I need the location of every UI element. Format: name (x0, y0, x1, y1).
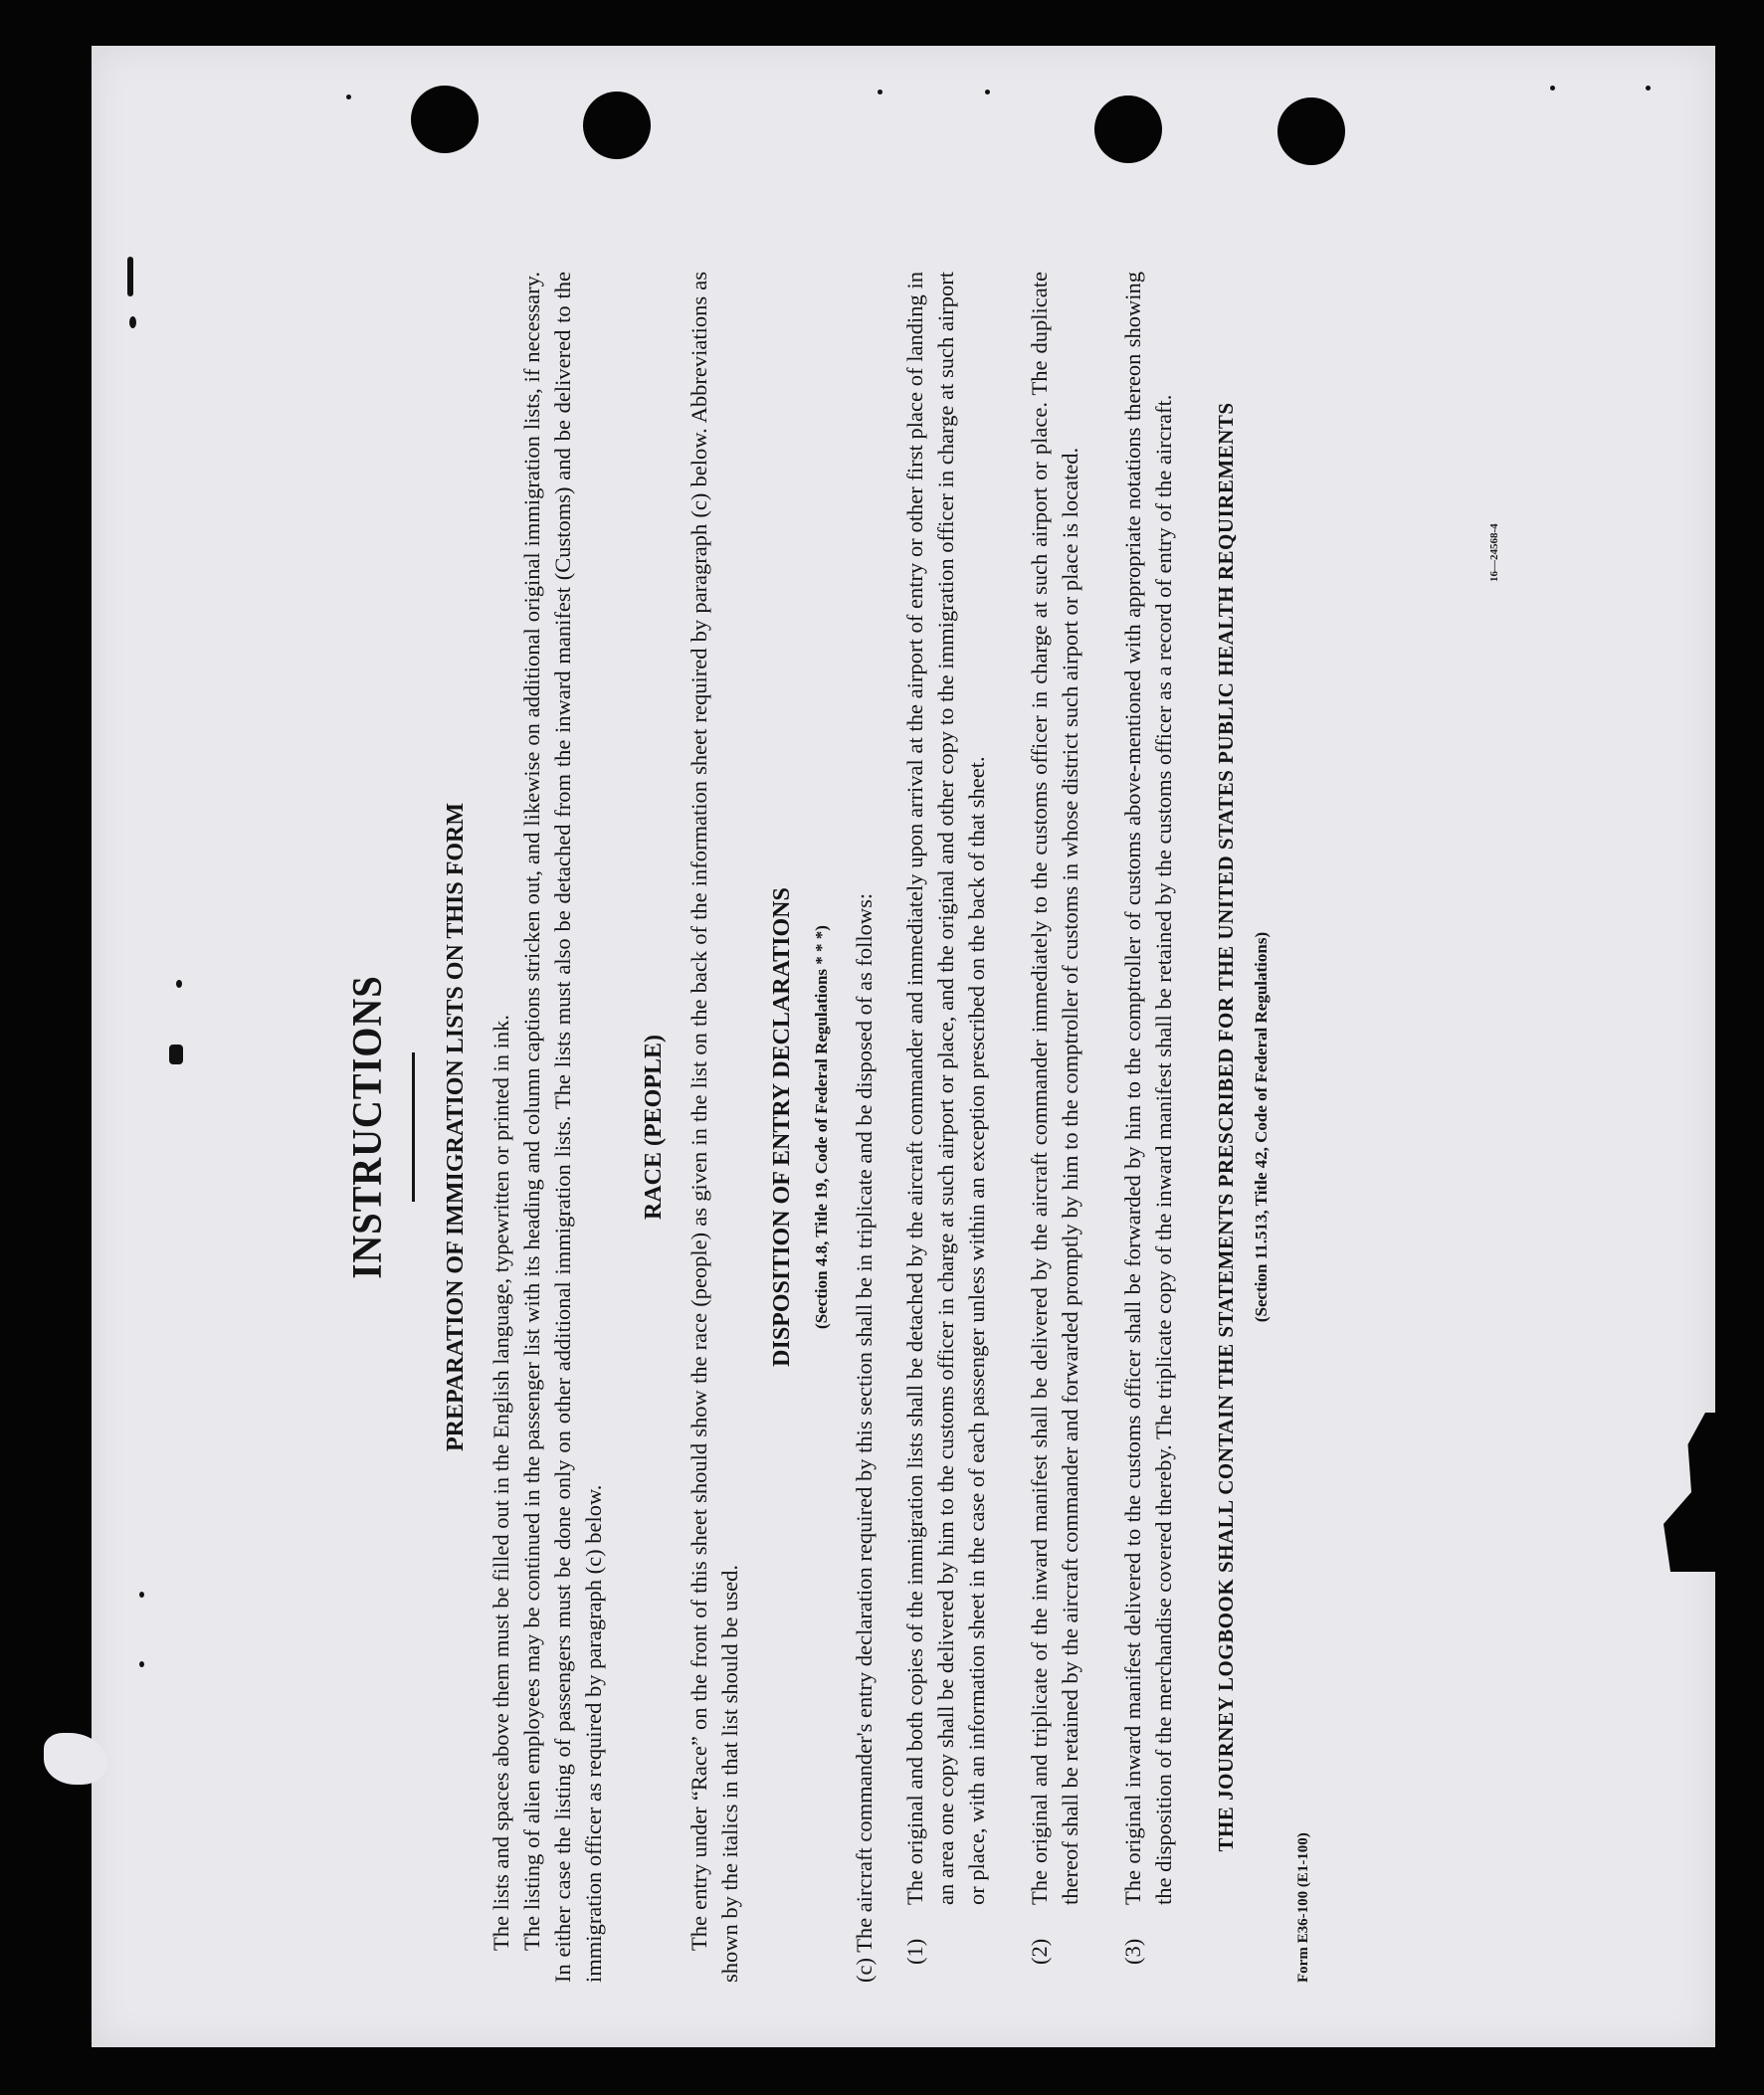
speck-mark (878, 90, 882, 95)
instructions-content (338, 272, 1413, 1983)
preparation-paragraph-1: The lists and spaces above them must be filled out in the English language, typewritten or printed in ink. (489, 1014, 513, 1951)
preparation-heading: PREPARATION OF IMMIGRATION LISTS ON THIS FORM (443, 802, 469, 1452)
punch-hole (1094, 95, 1162, 163)
speck-mark (129, 316, 136, 328)
print-code: 16—24568-4 (1488, 523, 1500, 582)
punch-hole (583, 92, 651, 159)
item-number: (3) (1120, 1938, 1145, 1965)
item-text: The original inward manifest delivered to the customs officer shall be forwarded by him to the comptroller of customs above-mentioned with appropriate notations thereon showing the disposition of the merchandise covered thereby. The triplicate copy of the inward manifest shall be retained by the customs officer as a record of entry of the aircraft. (1120, 272, 1176, 1905)
speck-mark (346, 95, 351, 99)
speck-mark (985, 90, 990, 95)
health-subheading: (Section 11.513, Title 42, Code of Federal Regulations) (1252, 931, 1271, 1323)
item-text: The original and both copies of the immigration lists shall be detached by the aircraft commander and immediately upon arrival at the airport of entry or other first place of landing in an area one copy shall be delivered by him to the customs officer in charge at such airport or place, and the original and other copy to the immigration officer in charge at such airport or place, with an information sheet in the case of each passenger unless within an exception prescribed on the back of that sheet. (902, 272, 989, 1905)
health-heading: THE JOURNEY LOGBOOK SHALL CONTAIN THE STATEMENTS PRESCRIBED FOR THE UNITED STATES PUBLIC HEALTH REQUIREMENTS (1214, 402, 1238, 1852)
speck-mark (139, 1661, 144, 1667)
form-number: Form E36-100 (E1-100) (1295, 1832, 1311, 1983)
speck-mark (176, 980, 182, 988)
disposition-heading: DISPOSITION OF ENTRY DECLARATIONS (769, 887, 795, 1367)
list-item (1117, 272, 1179, 1983)
preparation-paragraph-2: The listing of alien employees may be continued in the passenger list with its heading and column captions stricken out, and likewise on additional original immigration lists, if necessary. In either case the listing of passengers must be done only on other additional immigration lists. The lists must also be detached from the inward manifest (Customs) and be delivered to the immigration officer as required by paragraph (c) below. (519, 272, 606, 1983)
race-paragraph: The entry under “Race” on the front of this sheet should show the race (people) as given in the list on the back of the information sheet required by paragraph (c) below. Abbreviations as shown by the italics in that list should be used. (686, 272, 742, 1983)
page-title: INSTRUCTIONS (345, 975, 391, 1279)
item-number: (1) (902, 1938, 927, 1965)
list-item (899, 272, 992, 1983)
list-item (1024, 272, 1085, 1983)
race-heading: RACE (PEOPLE) (641, 1035, 667, 1220)
disposition-paragraph-c: (c) The aircraft commander's entry declaration required by this section shall be in triplicate and be disposed of as follows: (852, 892, 877, 1983)
punch-hole (1277, 97, 1345, 165)
title-rule (412, 1052, 415, 1202)
speck-mark (1550, 86, 1555, 91)
disposition-subheading: (Section 4.8, Title 19, Code of Federal Regulations * * *) (812, 925, 831, 1329)
speck-mark (1646, 86, 1651, 91)
speck-mark (139, 1592, 144, 1598)
speck-mark (169, 1045, 183, 1064)
punch-hole (411, 86, 479, 153)
item-text: The original and triplicate of the inward manifest shall be delivered by the aircraft commander immediately to the customs officer in charge at such airport or place. The duplicate thereof shall be retained by the aircraft commander and forwarded promptly by him to the comptroller of customs in whose district such airport or place is located. (1027, 272, 1082, 1905)
item-number: (2) (1027, 1938, 1052, 1965)
speck-mark (127, 257, 133, 296)
bleed-through-text (298, 1129, 311, 1154)
